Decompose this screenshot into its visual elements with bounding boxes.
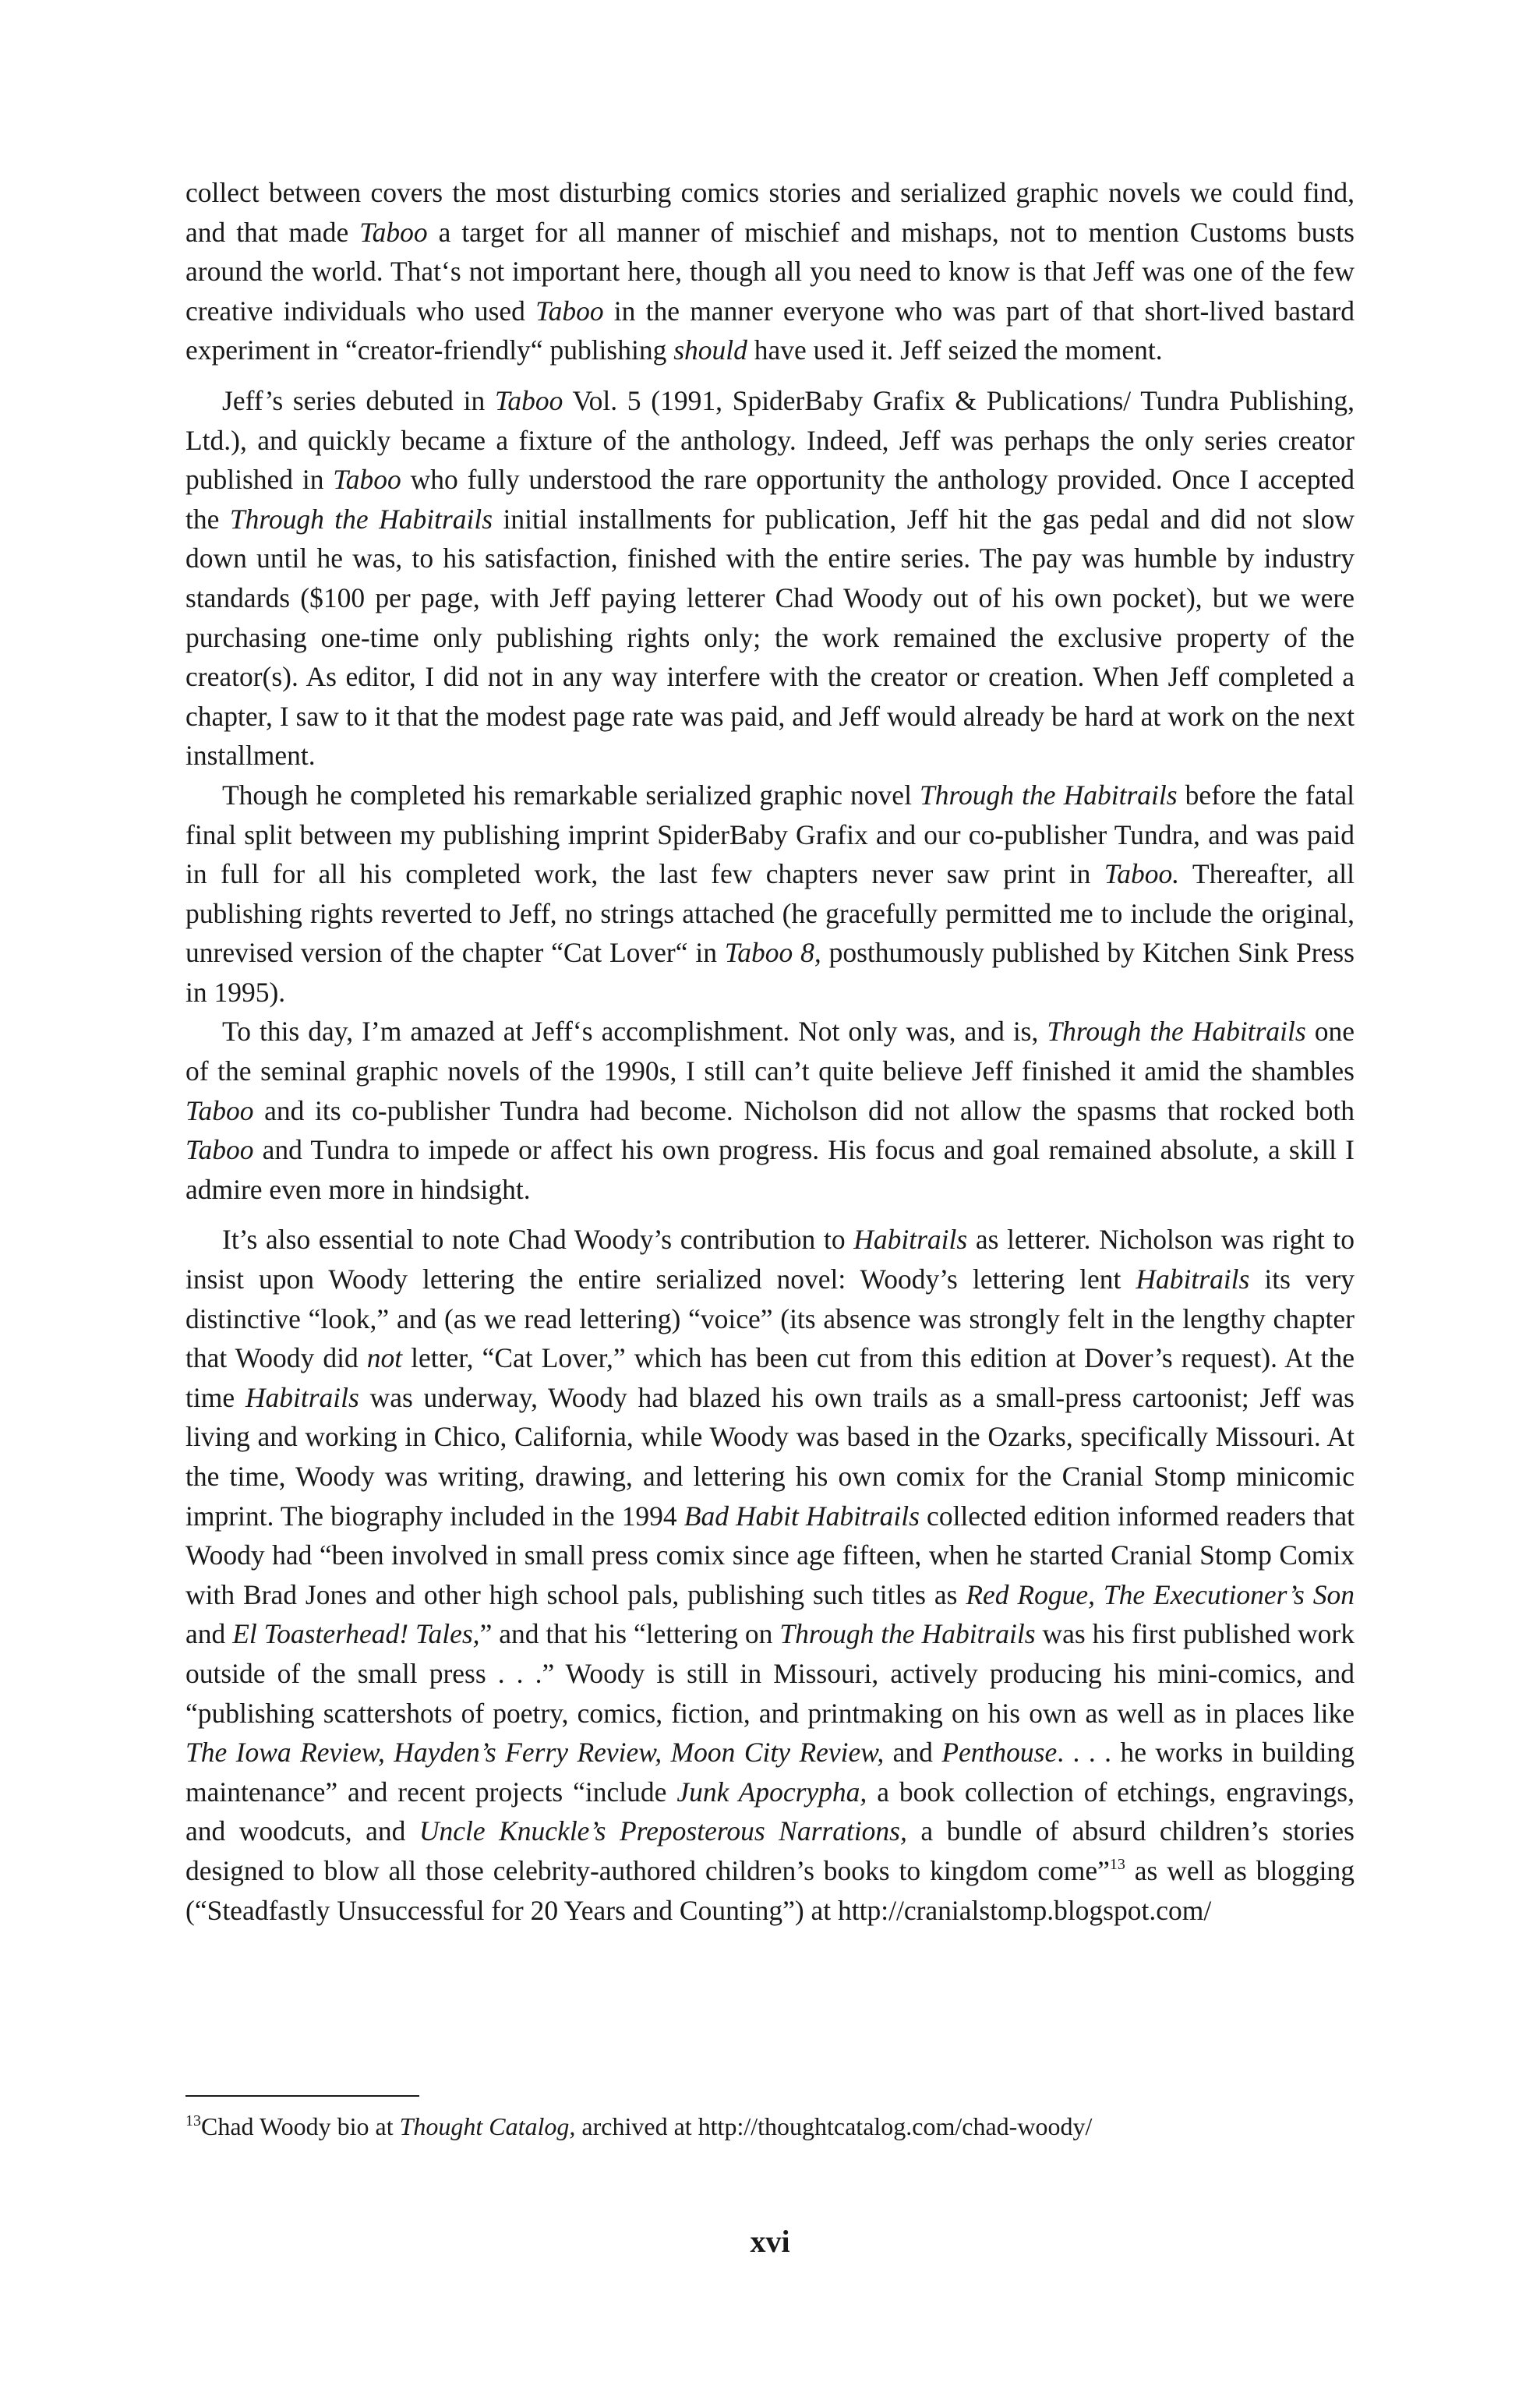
paragraph (185, 173, 1355, 370)
text-run: initial installments for publication, Jeff hit the gas pedal and did not slow down until he was, to his satisfaction, finished with the entire series. The pay was humble by industry standards ($100 per page, with Jeff paying letterer Chad Woody out of his own pocket), but we were purchasing one-time only publishing rights only; the work remained the exclusive property of the creator(s). As editor, I did not in any way interfere with the creator or creation. When Jeff completed a chapter, I saw to it that the modest page rate was paid, and Jeff would already be hard at work on the next installment. (185, 503, 1355, 772)
text-run: Thereafter, all publishing rights reverted to Jeff, no strings attached (he gracefully permitted me to include the original, unrevised version of the chapter “Cat Lover“ in (185, 858, 1355, 969)
text-run: have used it. Jeff seized the moment. (747, 334, 1163, 366)
text-run: and (185, 1618, 233, 1650)
italic-text: Habitrails (1136, 1263, 1250, 1295)
italic-text: Thought Catalog, (399, 2112, 576, 2140)
text-run: Jeff’s series debuted in (222, 384, 495, 416)
footnote-reference: 13 (1109, 1855, 1125, 1873)
italic-text: Through the Habitrails (229, 503, 493, 535)
text-run: who fully understood the rare opportunity the anthology provided. Once I accepted the (185, 464, 1355, 535)
text-run: as letterer. Nicholson was right to insist upon Woody lettering the entire serialized novel: Woody’s lettering lent (185, 1224, 1355, 1295)
text-run: collected edition informed readers that Woody had “been involved in small press comix since age fifteen, when he started Cranial Stomp Comix with Brad Jones and other high school pals, publishing such titles as (185, 1500, 1355, 1610)
text-run: letter, “Cat Lover,” which has been cut from this edition at Dover’s request). At the time (185, 1342, 1355, 1413)
text-run: in the manner everyone who was part of that short-lived bastard experiment in “creator-friendly“ publishing (185, 295, 1355, 366)
italic-text: Habitrails (245, 1381, 359, 1413)
italic-text: Bad Habit Habitrails (683, 1500, 920, 1532)
italic-text: The Iowa Review, Hayden’s Ferry Review, Moon City Review, (185, 1737, 885, 1769)
italic-text: Uncle Knuckle’s Preposterous Narrations, (419, 1815, 907, 1847)
italic-text: Taboo (494, 384, 563, 416)
italic-text: Taboo (185, 1134, 254, 1166)
italic-text: Taboo (359, 216, 428, 248)
footnote-divider (185, 2095, 419, 2097)
italic-text: Junk Apocrypha, (676, 1776, 867, 1808)
italic-text: Taboo. (1104, 858, 1180, 890)
text-run: archived at http://thoughtcatalog.com/chad-woody/ (575, 2112, 1093, 2140)
text-run: was underway, Woody had blazed his own trails as a small-press cartoonist; Jeff was living and working in Chico, California, while Woody was based in the Ozarks, specifically Missouri. At the time, Woody was writing, drawing, and lettering his own comix for the Cranial Stomp minicomic imprint. The biography included in the 1994 (185, 1381, 1355, 1532)
italic-text: not (366, 1342, 403, 1374)
footnote-marker: 13 (185, 2112, 201, 2129)
text-run: a book collection of etchings, engravings, and woodcuts, and (185, 1776, 1355, 1847)
footnote-text (201, 2112, 1092, 2140)
text-run: and Tundra to impede or affect his own progress. His focus and goal remained absolute, a skill I admire even more in hindsight. (185, 1134, 1355, 1205)
text-run: posthumously published by Kitchen Sink Press in 1995). (185, 937, 1355, 1008)
paragraph (185, 381, 1355, 776)
italic-text: Taboo 8, (724, 937, 821, 969)
text-run: was his first published work outside of the small press . . .” Woody is still in Missouri, actively producing his mini-comics, and “publishing scattershots of poetry, comics, fiction, and printmaking on his own as well as in places like (185, 1618, 1355, 1729)
italic-text: Taboo (185, 1094, 254, 1126)
text-run: ” and that his “lettering on (479, 1618, 780, 1650)
italic-text: Taboo (333, 464, 401, 496)
text-run: its very distinctive “look,” and (as we read lettering) “voice” (its absence was strongly felt in the lengthy chapter that Woody did (185, 1263, 1355, 1374)
paragraph (185, 776, 1355, 1013)
page-number: xvi (750, 2224, 790, 2259)
italic-text: Through the Habitrails (1047, 1016, 1306, 1048)
text-run: It’s also essential to note Chad Woody’s contribution to (222, 1224, 854, 1256)
italic-text: Red Rogue, The Executioner’s Son (966, 1578, 1355, 1610)
text-run: To this day, I’m amazed at Jeff‘s accomplishment. Not only was, and is, (222, 1016, 1047, 1048)
paragraph (185, 1012, 1355, 1209)
text-run: one of the seminal graphic novels of the 1990s, I still can’t quite believe Jeff finished it amid the shambles (185, 1016, 1355, 1087)
italic-text: should (673, 334, 747, 366)
text-run: and (884, 1737, 942, 1769)
text-run: before the fatal final split between my publishing imprint SpiderBaby Grafix and our co-publisher Tundra, and was paid in full for all his completed work, the last few chapters never saw print in (185, 779, 1355, 890)
text-run: Chad Woody bio at (201, 2112, 400, 2140)
italic-text: Through the Habitrails (920, 779, 1178, 811)
text-run: Though he completed his remarkable serialized graphic novel (222, 779, 920, 811)
text-run: collect between covers the most disturbing comics stories and serialized graphic novels we could find, and that made (185, 177, 1355, 248)
text-run: a bundle of absurd children’s stories designed to blow all those celebrity-authored children’s books to kingdom come” (185, 1815, 1355, 1886)
text-run: . . . . he works in building maintenance” and recent projects “include (185, 1737, 1355, 1808)
italic-text: Taboo (535, 295, 604, 327)
italic-text: El Toasterhead! Tales, (232, 1618, 480, 1650)
footnote (185, 2109, 1355, 2143)
italic-text: Through the Habitrails (779, 1618, 1036, 1650)
body-text (185, 173, 1355, 1930)
italic-text: Penthouse (941, 1737, 1058, 1769)
text-run: a target for all manner of mischief and mishaps, not to mention Customs busts around the world. That‘s not important here, though all you need to know is that Jeff was one of the few creative individuals who used (185, 216, 1355, 327)
text-run: as well as blogging (“Steadfastly Unsuccessful for 20 Years and Counting”) at http://cranialstomp.blogspot.com/ (185, 1854, 1355, 1926)
text-run: and its co-publisher Tundra had become. Nicholson did not allow the spasms that rocked both (253, 1094, 1355, 1126)
text-run: Vol. 5 (1991, SpiderBaby Grafix & Publications/ Tundra Publishing, Ltd.), and quickly became a fixture of the anthology. Indeed, Jeff was perhaps the only series creator published in (185, 384, 1355, 496)
paragraph (185, 1220, 1355, 1930)
italic-text: Habitrails (853, 1224, 968, 1256)
